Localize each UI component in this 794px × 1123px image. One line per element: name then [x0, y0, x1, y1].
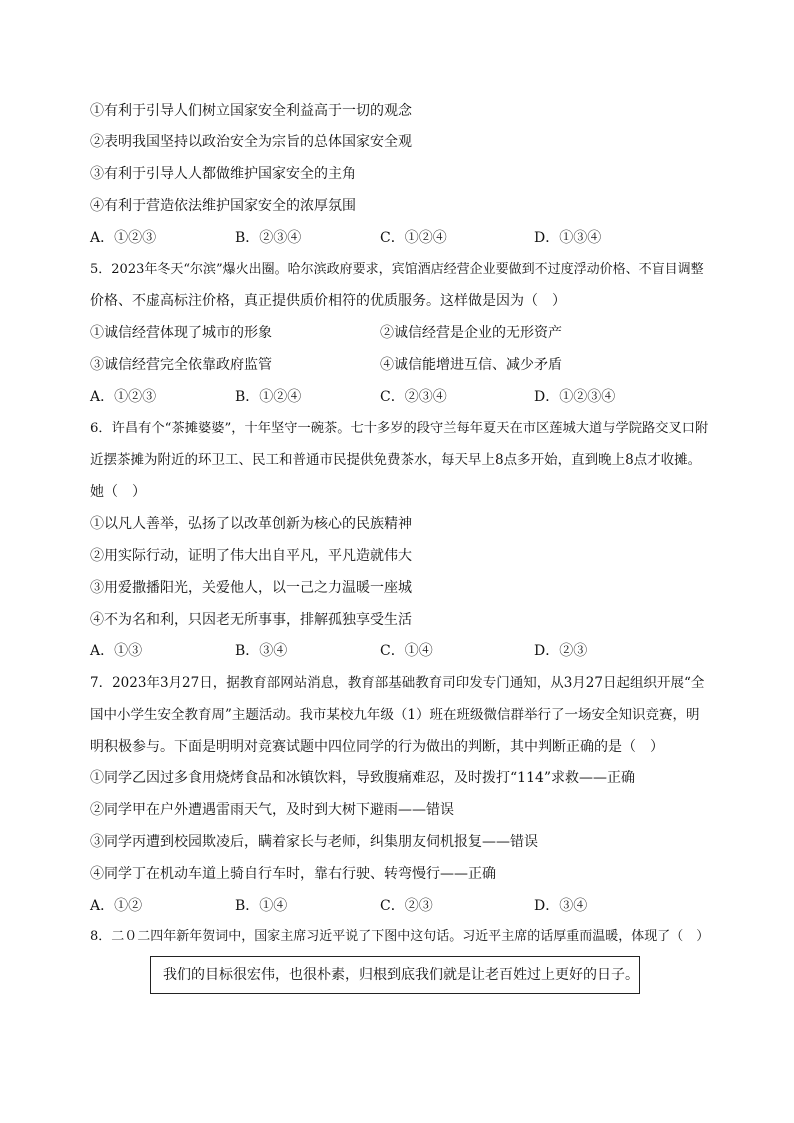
q4-statement-1: ①有利于引导人们树立国家安全利益高于一切的观念 [90, 103, 412, 119]
q5-choice-d: D．①②③④ [534, 389, 616, 405]
q6-stem-line-3: 她（ ） [90, 484, 146, 500]
q6-choices [90, 641, 710, 661]
q4-statement-2: ②表明我国坚持以政治安全为宗旨的总体国家安全观 [90, 134, 412, 150]
q4-statement-3: ③有利于引导人人都做维护国家安全的主角 [90, 166, 356, 182]
q8-quote-box [150, 956, 640, 994]
q7-choice-d: D．③④ [534, 898, 588, 914]
q7-statement-3: ③同学丙遭到校园欺凌后，瞒着家长与老师，纠集朋友伺机报复——错误 [90, 834, 538, 850]
q4-choice-a: A．①②③ [90, 230, 157, 246]
q7-stem-line-2: 国中小学生安全教育周”主题活动。我市某校九年级（1）班在班级微信群举行了一场安全知识竞赛，明 [90, 707, 700, 723]
q7-choice-a: A．①② [90, 898, 143, 914]
q6-choice-a: A．①③ [90, 643, 143, 659]
q4-choice-c: C．①②④ [380, 230, 447, 246]
q7-statement-1: ①同学乙因过多食用烧烤食品和冰镇饮料，导致腹痛难忍，及时拨打“114”求救——正确 [90, 770, 636, 786]
q5-statement-2: ②诚信经营是企业的无形资产 [380, 325, 562, 341]
q5-choice-b: B．①②④ [235, 389, 302, 405]
q7-statement-2: ②同学甲在户外遭遇雷雨天气，及时到大树下避雨——错误 [90, 802, 454, 818]
q5-stem-line-2: 价格、不虚高标注价格，真正提供质价相符的优质服务。这样做是因为（ ） [90, 293, 566, 309]
q7-choice-b: B．①④ [235, 898, 288, 914]
q5-choices [90, 387, 710, 407]
q6-statement-3: ③用爱撒播阳光，关爱他人，以一己之力温暖一座城 [90, 580, 412, 596]
q7-stem-line-1: 7．2023年3月27日，据教育部网站消息，教育部基础教育司印发专门通知，从3月27日起组织开展“全 [90, 675, 705, 691]
q8-stem: 8．二０二四年新年贺词中，国家主席习近平说了下图中这句话。习近平主席的话厚重而温暖，体现了（ ） [90, 929, 710, 944]
q5-statement-3: ③诚信经营完全依靠政府监管 [90, 357, 272, 373]
q4-choices [90, 228, 710, 248]
q6-choice-c: C．①④ [380, 643, 433, 659]
q7-stem-line-3: 明积极参与。下面是明明对竞赛试题中四位同学的行为做出的判断，其中判断正确的是（ ） [90, 739, 664, 755]
q4-choice-d: D．①③④ [534, 230, 602, 246]
q6-choice-d: D．②③ [534, 643, 588, 659]
q8-quote-text: 我们的目标很宏伟，也很朴素，归根到底我们就是让老百姓过上更好的日子。 [163, 967, 639, 983]
q5-statement-1: ①诚信经营体现了城市的形象 [90, 325, 272, 341]
q4-statement-4: ④有利于营造依法维护国家安全的浓厚氛围 [90, 198, 356, 214]
q6-statement-2: ②用实际行动，证明了伟大出自平凡，平凡造就伟大 [90, 548, 412, 564]
q5-choice-a: A．①②③ [90, 389, 157, 405]
q6-statement-1: ①以凡人善举，弘扬了以改革创新为核心的民族精神 [90, 516, 412, 532]
q4-choice-b: B．②③④ [235, 230, 302, 246]
q6-statement-4: ④不为名和利，只因老无所事事，排解孤独享受生活 [90, 612, 412, 628]
q5-stem-line-1: 5．2023年冬天“尔滨”爆火出圈。哈尔滨政府要求，宾馆酒店经营企业要做到不过度浮动价格、不盲目调整 [90, 262, 704, 277]
q6-choice-b: B．③④ [235, 643, 288, 659]
q6-stem-line-1: 6．许昌有个“茶摊婆婆”，十年坚守一碗茶。七十多岁的段守兰每年夏天在市区莲城大道与学院路交叉口附 [90, 421, 709, 436]
q5-choice-c: C．②③④ [380, 389, 447, 405]
q7-choices [90, 896, 710, 916]
q6-stem-line-2: 近摆茶摊为附近的环卫工、民工和普通市民提供免费茶水，每天早上8点多开始，直到晚上8点才收摊。 [90, 452, 702, 468]
q7-statement-4: ④同学丁在机动车道上骑自行车时，靠右行驶、转弯慢行——正确 [90, 866, 496, 882]
q5-statement-4: ④诚信能增进互信、减少矛盾 [380, 357, 562, 373]
q7-choice-c: C．②③ [380, 898, 433, 914]
